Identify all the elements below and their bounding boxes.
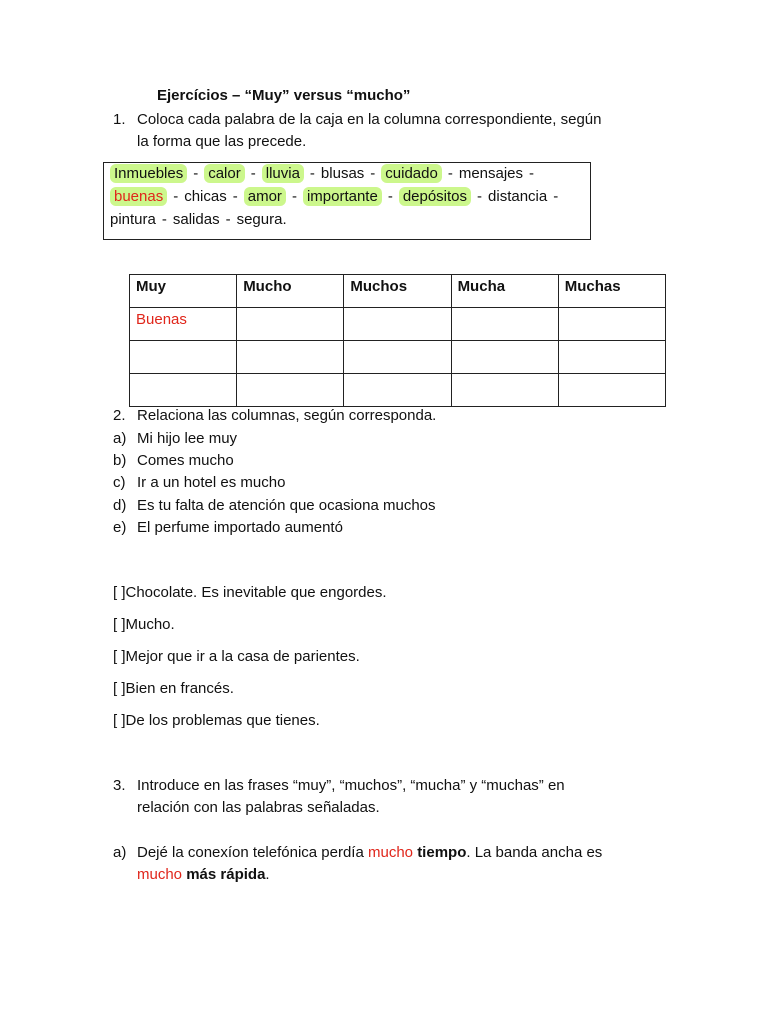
classification-table bbox=[129, 274, 666, 407]
q2-number: 2. bbox=[113, 407, 126, 424]
word-box-line2: buenas - chicas - amor - importante - depósitos - distancia - bbox=[110, 188, 564, 205]
q3-target-word: tiempo bbox=[417, 844, 467, 861]
table-cell[interactable] bbox=[344, 308, 451, 341]
table-cell[interactable] bbox=[237, 308, 344, 341]
q2-item-label: d) bbox=[113, 497, 127, 514]
header-muchos: Muchos bbox=[344, 275, 451, 308]
q3-item-a-text: . La banda ancha es bbox=[466, 844, 603, 861]
table-row bbox=[130, 341, 666, 374]
worksheet-title: Ejercícios – “Muy” versus “mucho” bbox=[157, 87, 411, 104]
q3-text-line1: Introduce en las frases “muy”, “muchos”, “mucha” y “muchas” en bbox=[137, 777, 565, 794]
header-muchas: Muchas bbox=[558, 275, 665, 308]
table-cell[interactable] bbox=[130, 374, 237, 407]
q3-answer-word: mucho bbox=[137, 866, 183, 883]
table-cell[interactable] bbox=[451, 374, 558, 407]
q2-answer-option[interactable]: [ ]Bien en francés. bbox=[113, 680, 234, 697]
q2-answer-option[interactable]: [ ]De los problemas que tienes. bbox=[113, 712, 320, 729]
q1-number: 1. bbox=[113, 111, 126, 128]
q3-item-label: a) bbox=[113, 844, 127, 861]
table-cell[interactable] bbox=[237, 374, 344, 407]
word-pintura: pintura bbox=[110, 211, 156, 228]
word-box-line1: Inmuebles - calor - lluvia - blusas - cuidado - mensajes - bbox=[110, 165, 540, 182]
header-mucho: Mucho bbox=[237, 275, 344, 308]
word-depositos: depósitos bbox=[399, 187, 471, 206]
word-inmuebles: Inmuebles bbox=[110, 164, 187, 183]
table-cell[interactable] bbox=[344, 374, 451, 407]
table-header-row bbox=[130, 275, 666, 308]
q2-item-text: Es tu falta de atención que ocasiona muchos bbox=[137, 497, 436, 514]
header-muy: Muy bbox=[130, 275, 237, 308]
word-blusas: blusas bbox=[320, 165, 365, 182]
word-salidas: salidas bbox=[172, 211, 220, 228]
q2-item-text: Mi hijo lee muy bbox=[137, 430, 238, 447]
q3-answer-word: mucho bbox=[367, 844, 414, 861]
word-box-line3: pintura - salidas - segura. bbox=[110, 211, 287, 228]
q2-item-text: El perfume importado aumentó bbox=[137, 519, 343, 536]
header-mucha: Mucha bbox=[451, 275, 558, 308]
word-box bbox=[103, 162, 591, 240]
table-cell[interactable] bbox=[558, 374, 665, 407]
q2-item-label: b) bbox=[113, 452, 127, 469]
table-cell[interactable] bbox=[130, 341, 237, 374]
word-cuidado: cuidado bbox=[381, 164, 442, 183]
q1-text-line2: la forma que las precede. bbox=[137, 133, 307, 150]
table-row bbox=[130, 308, 666, 341]
table-cell[interactable] bbox=[237, 341, 344, 374]
q1-text-line1: Coloca cada palabra de la caja en la columna correspondiente, según bbox=[137, 111, 602, 128]
q3-item-a-line2 bbox=[137, 866, 270, 883]
word-distancia: distancia bbox=[488, 188, 548, 205]
q2-answer-option[interactable]: [ ]Mucho. bbox=[113, 616, 175, 633]
table-cell[interactable]: Buenas bbox=[130, 308, 237, 341]
word-amor: amor bbox=[244, 187, 286, 206]
q3-target-word: más rápida bbox=[186, 866, 266, 883]
table-row bbox=[130, 374, 666, 407]
q3-item-a-text: . bbox=[265, 866, 270, 883]
q2-item-text: Comes mucho bbox=[137, 452, 234, 469]
q3-text-line2: relación con las palabras señaladas. bbox=[137, 799, 380, 816]
word-importante: importante bbox=[303, 187, 382, 206]
table-cell[interactable] bbox=[451, 341, 558, 374]
q2-item-label: a) bbox=[113, 430, 127, 447]
word-calor: calor bbox=[204, 164, 245, 183]
q2-text: Relaciona las columnas, según corresponda. bbox=[137, 407, 437, 424]
q2-item-label: c) bbox=[113, 474, 126, 491]
q2-answer-option[interactable]: [ ]Chocolate. Es inevitable que engordes. bbox=[113, 584, 387, 601]
word-mensajes: mensajes bbox=[458, 165, 524, 182]
q3-number: 3. bbox=[113, 777, 126, 794]
q3-item-a-line1 bbox=[137, 844, 602, 861]
table-cell[interactable] bbox=[344, 341, 451, 374]
q2-item-label: e) bbox=[113, 519, 127, 536]
table-cell[interactable] bbox=[451, 308, 558, 341]
word-chicas: chicas bbox=[184, 188, 227, 205]
table-cell[interactable] bbox=[558, 341, 665, 374]
table-cell[interactable] bbox=[558, 308, 665, 341]
word-buenas: buenas bbox=[110, 187, 167, 206]
q2-answer-option[interactable]: [ ]Mejor que ir a la casa de parientes. bbox=[113, 648, 360, 665]
q3-item-a-text: Dejé la conexíon telefónica perdía bbox=[137, 844, 368, 861]
word-segura: segura. bbox=[236, 211, 287, 228]
word-lluvia: lluvia bbox=[262, 164, 304, 183]
q2-item-text: Ir a un hotel es mucho bbox=[137, 474, 286, 491]
